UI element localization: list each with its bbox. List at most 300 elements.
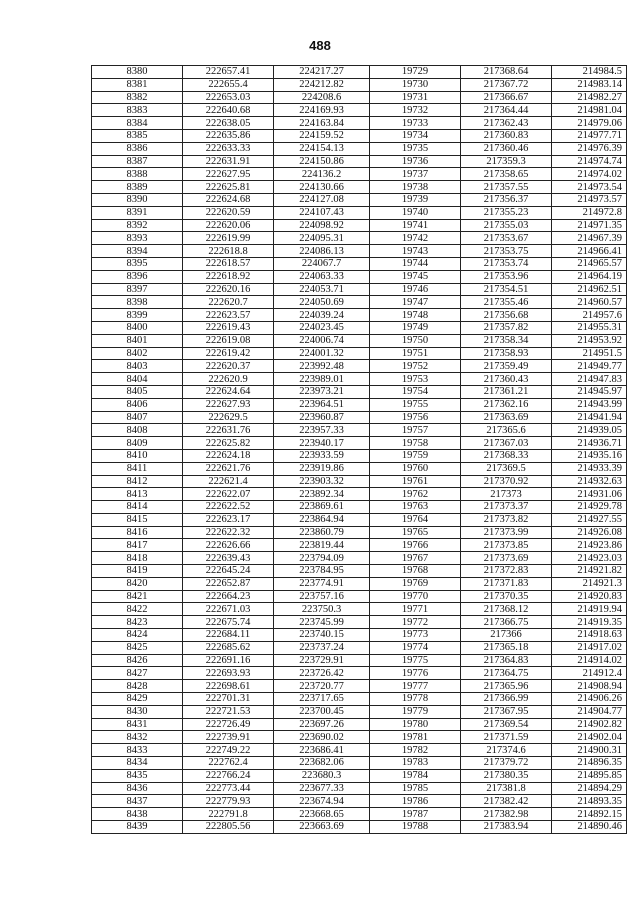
point-id-a-cell: 8382 (92, 91, 183, 104)
y-coordinate-a-cell: 223700.45 (274, 705, 370, 718)
point-id-a-cell: 8405 (92, 385, 183, 398)
y-coordinate-b-cell: 214912.4 (552, 667, 627, 680)
x-coordinate-b-cell: 217379.72 (461, 757, 552, 770)
point-id-b-cell: 19744 (370, 257, 461, 270)
y-coordinate-a-cell: 224163.84 (274, 117, 370, 130)
table-row (92, 808, 627, 821)
point-id-b-cell: 19772 (370, 616, 461, 629)
y-coordinate-b-cell: 214902.04 (552, 731, 627, 744)
table-row (92, 91, 627, 104)
x-coordinate-a-cell: 222631.91 (183, 155, 274, 168)
point-id-a-cell: 8426 (92, 654, 183, 667)
point-id-b-cell: 19770 (370, 590, 461, 603)
y-coordinate-a-cell: 223957.33 (274, 424, 370, 437)
x-coordinate-b-cell: 217362.16 (461, 398, 552, 411)
x-coordinate-a-cell: 222624.18 (183, 449, 274, 462)
x-coordinate-a-cell: 222766.24 (183, 769, 274, 782)
y-coordinate-a-cell: 224001.32 (274, 347, 370, 360)
x-coordinate-a-cell: 222619.42 (183, 347, 274, 360)
x-coordinate-b-cell: 217366.99 (461, 693, 552, 706)
x-coordinate-b-cell: 217374.6 (461, 744, 552, 757)
y-coordinate-b-cell: 214971.35 (552, 219, 627, 232)
point-id-a-cell: 8384 (92, 117, 183, 130)
x-coordinate-a-cell: 222693.93 (183, 667, 274, 680)
x-coordinate-b-cell: 217354.51 (461, 283, 552, 296)
x-coordinate-a-cell: 222638.05 (183, 117, 274, 130)
point-id-b-cell: 19760 (370, 462, 461, 475)
y-coordinate-a-cell: 223682.06 (274, 757, 370, 770)
point-id-b-cell: 19776 (370, 667, 461, 680)
point-id-a-cell: 8391 (92, 206, 183, 219)
point-id-a-cell: 8418 (92, 552, 183, 565)
x-coordinate-a-cell: 222652.87 (183, 577, 274, 590)
x-coordinate-b-cell: 217360.46 (461, 142, 552, 155)
point-id-b-cell: 19750 (370, 334, 461, 347)
y-coordinate-b-cell: 214906.26 (552, 693, 627, 706)
y-coordinate-a-cell: 223740.15 (274, 629, 370, 642)
point-id-b-cell: 19742 (370, 232, 461, 245)
point-id-a-cell: 8428 (92, 680, 183, 693)
x-coordinate-a-cell: 222691.16 (183, 654, 274, 667)
point-id-a-cell: 8386 (92, 142, 183, 155)
point-id-a-cell: 8403 (92, 360, 183, 373)
y-coordinate-a-cell: 223960.87 (274, 411, 370, 424)
y-coordinate-a-cell: 223933.59 (274, 449, 370, 462)
point-id-a-cell: 8415 (92, 513, 183, 526)
point-id-b-cell: 19765 (370, 526, 461, 539)
y-coordinate-a-cell: 224154.13 (274, 142, 370, 155)
x-coordinate-a-cell: 222762.4 (183, 757, 274, 770)
y-coordinate-a-cell: 223668.65 (274, 808, 370, 821)
x-coordinate-b-cell: 217367.95 (461, 705, 552, 718)
x-coordinate-b-cell: 217380.35 (461, 769, 552, 782)
x-coordinate-b-cell: 217355.46 (461, 296, 552, 309)
x-coordinate-a-cell: 222623.17 (183, 513, 274, 526)
point-id-b-cell: 19738 (370, 181, 461, 194)
y-coordinate-a-cell: 223940.17 (274, 437, 370, 450)
y-coordinate-a-cell: 224127.08 (274, 193, 370, 206)
table-row (92, 424, 627, 437)
x-coordinate-a-cell: 222773.44 (183, 782, 274, 795)
x-coordinate-a-cell: 222619.08 (183, 334, 274, 347)
point-id-b-cell: 19746 (370, 283, 461, 296)
x-coordinate-a-cell: 222627.95 (183, 168, 274, 181)
table-row (92, 654, 627, 667)
y-coordinate-a-cell: 224086.13 (274, 245, 370, 258)
y-coordinate-a-cell: 224039.24 (274, 309, 370, 322)
y-coordinate-b-cell: 214973.57 (552, 193, 627, 206)
point-id-b-cell: 19766 (370, 539, 461, 552)
y-coordinate-b-cell: 214923.86 (552, 539, 627, 552)
y-coordinate-b-cell: 214951.5 (552, 347, 627, 360)
y-coordinate-a-cell: 223750.3 (274, 603, 370, 616)
point-id-a-cell: 8434 (92, 757, 183, 770)
point-id-b-cell: 19762 (370, 488, 461, 501)
x-coordinate-b-cell: 217356.68 (461, 309, 552, 322)
point-id-b-cell: 19747 (370, 296, 461, 309)
x-coordinate-b-cell: 217364.83 (461, 654, 552, 667)
y-coordinate-b-cell: 214982.27 (552, 91, 627, 104)
y-coordinate-a-cell: 223686.41 (274, 744, 370, 757)
point-id-a-cell: 8395 (92, 257, 183, 270)
point-id-b-cell: 19783 (370, 757, 461, 770)
table-row (92, 744, 627, 757)
table-row (92, 360, 627, 373)
table-row (92, 296, 627, 309)
y-coordinate-a-cell: 223794.09 (274, 552, 370, 565)
table-row (92, 270, 627, 283)
y-coordinate-a-cell: 224050.69 (274, 296, 370, 309)
x-coordinate-b-cell: 217355.03 (461, 219, 552, 232)
y-coordinate-b-cell: 214973.54 (552, 181, 627, 194)
table-row (92, 629, 627, 642)
x-coordinate-b-cell: 217381.8 (461, 782, 552, 795)
x-coordinate-b-cell: 217370.35 (461, 590, 552, 603)
x-coordinate-a-cell: 222622.07 (183, 488, 274, 501)
point-id-b-cell: 19785 (370, 782, 461, 795)
point-id-a-cell: 8409 (92, 437, 183, 450)
point-id-b-cell: 19752 (370, 360, 461, 373)
y-coordinate-a-cell: 224212.82 (274, 78, 370, 91)
point-id-a-cell: 8416 (92, 526, 183, 539)
y-coordinate-b-cell: 214966.41 (552, 245, 627, 258)
y-coordinate-b-cell: 214921.3 (552, 577, 627, 590)
x-coordinate-a-cell: 222805.56 (183, 821, 274, 834)
table-row (92, 373, 627, 386)
x-coordinate-a-cell: 222640.68 (183, 104, 274, 117)
point-id-a-cell: 8414 (92, 501, 183, 514)
x-coordinate-b-cell: 217353.75 (461, 245, 552, 258)
x-coordinate-a-cell: 222624.68 (183, 193, 274, 206)
y-coordinate-a-cell: 224095.31 (274, 232, 370, 245)
point-id-b-cell: 19745 (370, 270, 461, 283)
table-row (92, 667, 627, 680)
point-id-b-cell: 19774 (370, 641, 461, 654)
x-coordinate-a-cell: 222629.5 (183, 411, 274, 424)
x-coordinate-a-cell: 222779.93 (183, 795, 274, 808)
x-coordinate-a-cell: 222622.32 (183, 526, 274, 539)
x-coordinate-b-cell: 217364.75 (461, 667, 552, 680)
table-row (92, 206, 627, 219)
x-coordinate-b-cell: 217364.44 (461, 104, 552, 117)
y-coordinate-b-cell: 214917.02 (552, 641, 627, 654)
point-id-b-cell: 19748 (370, 309, 461, 322)
y-coordinate-b-cell: 214972.8 (552, 206, 627, 219)
point-id-a-cell: 8380 (92, 66, 183, 79)
table-row (92, 181, 627, 194)
table-row (92, 488, 627, 501)
y-coordinate-a-cell: 223737.24 (274, 641, 370, 654)
x-coordinate-b-cell: 217365.6 (461, 424, 552, 437)
y-coordinate-b-cell: 214983.14 (552, 78, 627, 91)
point-id-a-cell: 8411 (92, 462, 183, 475)
page-number: 488 (309, 38, 331, 53)
point-id-a-cell: 8433 (92, 744, 183, 757)
point-id-b-cell: 19773 (370, 629, 461, 642)
y-coordinate-b-cell: 214962.51 (552, 283, 627, 296)
x-coordinate-b-cell: 217373.37 (461, 501, 552, 514)
x-coordinate-a-cell: 222621.76 (183, 462, 274, 475)
x-coordinate-a-cell: 222618.92 (183, 270, 274, 283)
y-coordinate-a-cell: 224130.66 (274, 181, 370, 194)
point-id-b-cell: 19749 (370, 321, 461, 334)
x-coordinate-a-cell: 222739.91 (183, 731, 274, 744)
y-coordinate-a-cell: 223757.16 (274, 590, 370, 603)
y-coordinate-b-cell: 214943.99 (552, 398, 627, 411)
x-coordinate-a-cell: 222620.37 (183, 360, 274, 373)
y-coordinate-b-cell: 214947.83 (552, 373, 627, 386)
y-coordinate-b-cell: 214893.35 (552, 795, 627, 808)
point-id-b-cell: 19787 (370, 808, 461, 821)
point-id-a-cell: 8413 (92, 488, 183, 501)
table-row (92, 821, 627, 834)
point-id-a-cell: 8388 (92, 168, 183, 181)
table-row (92, 462, 627, 475)
x-coordinate-a-cell: 222664.23 (183, 590, 274, 603)
table-row (92, 526, 627, 539)
point-id-a-cell: 8389 (92, 181, 183, 194)
x-coordinate-b-cell: 217370.92 (461, 475, 552, 488)
y-coordinate-b-cell: 214896.35 (552, 757, 627, 770)
point-id-a-cell: 8432 (92, 731, 183, 744)
y-coordinate-b-cell: 214932.63 (552, 475, 627, 488)
point-id-b-cell: 19751 (370, 347, 461, 360)
y-coordinate-b-cell: 214984.5 (552, 66, 627, 79)
table-row (92, 577, 627, 590)
point-id-a-cell: 8385 (92, 129, 183, 142)
table-row (92, 219, 627, 232)
y-coordinate-b-cell: 214929.78 (552, 501, 627, 514)
point-id-b-cell: 19782 (370, 744, 461, 757)
x-coordinate-b-cell: 217367.72 (461, 78, 552, 91)
x-coordinate-a-cell: 222619.43 (183, 321, 274, 334)
x-coordinate-a-cell: 222625.81 (183, 181, 274, 194)
x-coordinate-a-cell: 222721.53 (183, 705, 274, 718)
point-id-b-cell: 19735 (370, 142, 461, 155)
y-coordinate-a-cell: 223697.26 (274, 718, 370, 731)
point-id-a-cell: 8397 (92, 283, 183, 296)
point-id-a-cell: 8396 (92, 270, 183, 283)
point-id-b-cell: 19768 (370, 565, 461, 578)
point-id-a-cell: 8436 (92, 782, 183, 795)
x-coordinate-a-cell: 222645.24 (183, 565, 274, 578)
x-coordinate-a-cell: 222625.82 (183, 437, 274, 450)
x-coordinate-b-cell: 217357.82 (461, 321, 552, 334)
table-row (92, 705, 627, 718)
point-id-b-cell: 19761 (370, 475, 461, 488)
point-id-b-cell: 19779 (370, 705, 461, 718)
point-id-a-cell: 8425 (92, 641, 183, 654)
x-coordinate-b-cell: 217373.82 (461, 513, 552, 526)
x-coordinate-b-cell: 217372.83 (461, 565, 552, 578)
x-coordinate-b-cell: 217357.55 (461, 181, 552, 194)
y-coordinate-b-cell: 214976.39 (552, 142, 627, 155)
table-row (92, 616, 627, 629)
y-coordinate-b-cell: 214918.63 (552, 629, 627, 642)
table-row (92, 245, 627, 258)
table-row (92, 78, 627, 91)
y-coordinate-a-cell: 223989.01 (274, 373, 370, 386)
table-row (92, 385, 627, 398)
y-coordinate-b-cell: 214939.05 (552, 424, 627, 437)
y-coordinate-a-cell: 224107.43 (274, 206, 370, 219)
x-coordinate-a-cell: 222655.4 (183, 78, 274, 91)
point-id-b-cell: 19775 (370, 654, 461, 667)
x-coordinate-b-cell: 217371.59 (461, 731, 552, 744)
x-coordinate-a-cell: 222624.64 (183, 385, 274, 398)
point-id-b-cell: 19780 (370, 718, 461, 731)
x-coordinate-b-cell: 217366.67 (461, 91, 552, 104)
table-row (92, 193, 627, 206)
y-coordinate-b-cell: 214981.04 (552, 104, 627, 117)
point-id-a-cell: 8392 (92, 219, 183, 232)
x-coordinate-b-cell: 217383.94 (461, 821, 552, 834)
x-coordinate-a-cell: 222620.59 (183, 206, 274, 219)
point-id-a-cell: 8412 (92, 475, 183, 488)
x-coordinate-b-cell: 217382.42 (461, 795, 552, 808)
point-id-a-cell: 8410 (92, 449, 183, 462)
x-coordinate-b-cell: 217369.54 (461, 718, 552, 731)
point-id-a-cell: 8402 (92, 347, 183, 360)
y-coordinate-a-cell: 224053.71 (274, 283, 370, 296)
table-row (92, 257, 627, 270)
y-coordinate-a-cell: 224169.93 (274, 104, 370, 117)
x-coordinate-b-cell: 217362.43 (461, 117, 552, 130)
table-row (92, 283, 627, 296)
y-coordinate-b-cell: 214965.57 (552, 257, 627, 270)
point-id-a-cell: 8430 (92, 705, 183, 718)
x-coordinate-a-cell: 222620.16 (183, 283, 274, 296)
y-coordinate-a-cell: 223819.44 (274, 539, 370, 552)
point-id-b-cell: 19784 (370, 769, 461, 782)
point-id-a-cell: 8401 (92, 334, 183, 347)
y-coordinate-a-cell: 223720.77 (274, 680, 370, 693)
point-id-b-cell: 19764 (370, 513, 461, 526)
y-coordinate-a-cell: 223680.3 (274, 769, 370, 782)
x-coordinate-a-cell: 222791.8 (183, 808, 274, 821)
point-id-b-cell: 19740 (370, 206, 461, 219)
y-coordinate-b-cell: 214900.31 (552, 744, 627, 757)
table-row (92, 731, 627, 744)
x-coordinate-b-cell: 217366.75 (461, 616, 552, 629)
x-coordinate-b-cell: 217358.65 (461, 168, 552, 181)
x-coordinate-b-cell: 217368.12 (461, 603, 552, 616)
coordinates-table (91, 65, 627, 834)
x-coordinate-a-cell: 222635.86 (183, 129, 274, 142)
point-id-a-cell: 8429 (92, 693, 183, 706)
x-coordinate-a-cell: 222631.76 (183, 424, 274, 437)
table-row (92, 718, 627, 731)
y-coordinate-b-cell: 214936.71 (552, 437, 627, 450)
table-row (92, 603, 627, 616)
x-coordinate-a-cell: 222618.57 (183, 257, 274, 270)
point-id-a-cell: 8423 (92, 616, 183, 629)
x-coordinate-a-cell: 222657.41 (183, 66, 274, 79)
x-coordinate-a-cell: 222620.06 (183, 219, 274, 232)
table-row (92, 334, 627, 347)
y-coordinate-b-cell: 214964.19 (552, 270, 627, 283)
point-id-a-cell: 8381 (92, 78, 183, 91)
point-id-a-cell: 8383 (92, 104, 183, 117)
point-id-b-cell: 19759 (370, 449, 461, 462)
point-id-b-cell: 19778 (370, 693, 461, 706)
y-coordinate-a-cell: 224208.6 (274, 91, 370, 104)
y-coordinate-b-cell: 214945.97 (552, 385, 627, 398)
point-id-a-cell: 8427 (92, 667, 183, 680)
y-coordinate-a-cell: 224063.33 (274, 270, 370, 283)
y-coordinate-b-cell: 214974.02 (552, 168, 627, 181)
point-id-a-cell: 8404 (92, 373, 183, 386)
y-coordinate-b-cell: 214890.46 (552, 821, 627, 834)
point-id-b-cell: 19737 (370, 168, 461, 181)
y-coordinate-a-cell: 223677.33 (274, 782, 370, 795)
y-coordinate-a-cell: 223690.02 (274, 731, 370, 744)
x-coordinate-b-cell: 217353.74 (461, 257, 552, 270)
table-row (92, 437, 627, 450)
table-row (92, 590, 627, 603)
y-coordinate-b-cell: 214953.92 (552, 334, 627, 347)
table-row (92, 168, 627, 181)
point-id-b-cell: 19763 (370, 501, 461, 514)
y-coordinate-b-cell: 214923.03 (552, 552, 627, 565)
x-coordinate-b-cell: 217363.69 (461, 411, 552, 424)
table-row (92, 449, 627, 462)
x-coordinate-b-cell: 217373 (461, 488, 552, 501)
table-row (92, 539, 627, 552)
table-row (92, 757, 627, 770)
x-coordinate-b-cell: 217368.64 (461, 66, 552, 79)
x-coordinate-a-cell: 222685.62 (183, 641, 274, 654)
y-coordinate-a-cell: 223674.94 (274, 795, 370, 808)
y-coordinate-b-cell: 214894.29 (552, 782, 627, 795)
y-coordinate-b-cell: 214914.02 (552, 654, 627, 667)
point-id-a-cell: 8422 (92, 603, 183, 616)
table-row (92, 104, 627, 117)
x-coordinate-b-cell: 217360.83 (461, 129, 552, 142)
point-id-a-cell: 8435 (92, 769, 183, 782)
y-coordinate-a-cell: 223774.91 (274, 577, 370, 590)
y-coordinate-b-cell: 214941.94 (552, 411, 627, 424)
table-row (92, 795, 627, 808)
y-coordinate-a-cell: 224217.27 (274, 66, 370, 79)
point-id-a-cell: 8437 (92, 795, 183, 808)
y-coordinate-a-cell: 224136.2 (274, 168, 370, 181)
y-coordinate-a-cell: 224023.45 (274, 321, 370, 334)
y-coordinate-a-cell: 223973.21 (274, 385, 370, 398)
point-id-a-cell: 8394 (92, 245, 183, 258)
x-coordinate-b-cell: 217367.03 (461, 437, 552, 450)
x-coordinate-a-cell: 222621.4 (183, 475, 274, 488)
y-coordinate-b-cell: 214920.83 (552, 590, 627, 603)
point-id-b-cell: 19733 (370, 117, 461, 130)
y-coordinate-a-cell: 224159.52 (274, 129, 370, 142)
y-coordinate-b-cell: 214960.57 (552, 296, 627, 309)
table-row (92, 321, 627, 334)
x-coordinate-a-cell: 222623.57 (183, 309, 274, 322)
y-coordinate-a-cell: 223717.65 (274, 693, 370, 706)
x-coordinate-b-cell: 217359.3 (461, 155, 552, 168)
point-id-a-cell: 8400 (92, 321, 183, 334)
y-coordinate-b-cell: 214908.94 (552, 680, 627, 693)
point-id-b-cell: 19771 (370, 603, 461, 616)
y-coordinate-a-cell: 223784.95 (274, 565, 370, 578)
x-coordinate-b-cell: 217382.98 (461, 808, 552, 821)
x-coordinate-b-cell: 217358.34 (461, 334, 552, 347)
x-coordinate-b-cell: 217358.93 (461, 347, 552, 360)
point-id-b-cell: 19777 (370, 680, 461, 693)
x-coordinate-b-cell: 217365.96 (461, 680, 552, 693)
table-row (92, 693, 627, 706)
